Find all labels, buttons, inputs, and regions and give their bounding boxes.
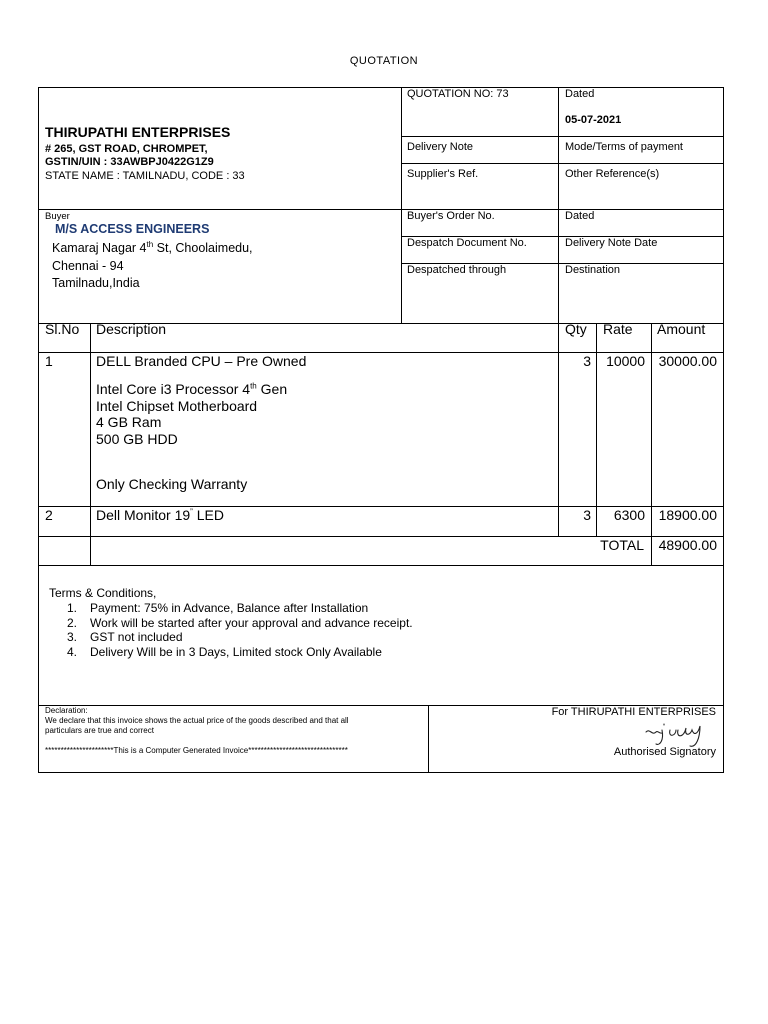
seller-name: THIRUPATHI ENTERPRISES xyxy=(45,124,231,140)
other-ref-label: Other Reference(s) xyxy=(565,168,660,180)
col-slno-divider xyxy=(90,323,91,566)
for-company: For THIRUPATHI ENTERPRISES xyxy=(551,706,716,718)
quotation-no: QUOTATION NO: 73 xyxy=(407,88,509,100)
item1-amount: 30000.00 xyxy=(658,353,717,369)
item1-title: DELL Branded CPU – Pre Owned xyxy=(96,353,307,369)
term-number-3: 3. xyxy=(67,630,78,644)
total-row-bottom xyxy=(38,565,724,566)
item2-amount: 18900.00 xyxy=(658,507,717,523)
despatched-through-label: Despatched through xyxy=(407,264,507,276)
destination-label: Destination xyxy=(565,264,621,276)
item2-rate: 6300 xyxy=(613,507,645,523)
item1-spec3: 4 GB Ram xyxy=(96,414,162,430)
footer-divider xyxy=(428,705,429,773)
border-right xyxy=(723,87,724,773)
dated-label: Dated xyxy=(565,88,595,100)
total-value: 48900.00 xyxy=(658,537,717,553)
signature-scribble xyxy=(640,714,722,750)
authorised-signatory: Authorised Signatory xyxy=(613,746,716,758)
header-slno: Sl.No xyxy=(45,321,80,337)
dated2-label: Dated xyxy=(565,210,595,222)
border-mid xyxy=(401,87,402,324)
border-meta-1 xyxy=(401,136,724,137)
suppliers-ref-label: Supplier's Ref. xyxy=(407,168,479,180)
item1-spec4: 500 GB HDD xyxy=(96,431,178,447)
term-item-1: Payment: 75% in Advance, Balance after Installation xyxy=(90,601,369,615)
term-item-4: Delivery Will be in 3 Days, Limited stock Only Available xyxy=(90,645,382,659)
delivery-note-date-label: Delivery Note Date xyxy=(565,237,658,249)
buyer-label: Buyer xyxy=(45,211,70,222)
dated-value: 05-07-2021 xyxy=(565,114,622,126)
item2-slno: 2 xyxy=(45,507,53,523)
term-item-2: Work will be started after your approval and advance receipt. xyxy=(90,616,413,630)
item2-qty: 3 xyxy=(583,507,591,523)
buyer-address-line3: Tamilnadu,India xyxy=(52,276,140,290)
declaration-label: Declaration: xyxy=(45,706,88,715)
term-number-1: 1. xyxy=(67,601,78,615)
term-number-2: 2. xyxy=(67,616,78,630)
item1-spec2: Intel Chipset Motherboard xyxy=(96,398,258,414)
border-left xyxy=(38,87,39,773)
buyers-order-label: Buyer's Order No. xyxy=(407,210,495,222)
term-number-4: 4. xyxy=(67,645,78,659)
header-amount: Amount xyxy=(657,321,706,337)
item1-spec1: Intel Core i3 Processor 4th Gen xyxy=(96,381,288,397)
header-qty: Qty xyxy=(565,321,587,337)
declaration-text-2: particulars are true and correct xyxy=(45,726,154,735)
document-title: QUOTATION xyxy=(349,55,419,67)
declaration-text-1: We declare that this invoice shows the actual price of the goods described and that all xyxy=(45,716,349,725)
buyer-address-line1: Kamaraj Nagar 4th St, Choolaimedu, xyxy=(52,239,253,255)
footer-bottom xyxy=(38,772,724,773)
seller-address: # 265, GST ROAD, CHROMPET, xyxy=(45,143,208,155)
delivery-note-label: Delivery Note xyxy=(407,141,474,153)
total-label: TOTAL xyxy=(600,537,644,553)
terms-heading: Terms & Conditions, xyxy=(49,586,157,600)
mode-terms-label: Mode/Terms of payment xyxy=(565,141,683,153)
buyer-name: M/S ACCESS ENGINEERS xyxy=(55,222,210,236)
computer-generated-note: **********************This is a Computer Generated Invoice******************************** xyxy=(45,746,348,755)
item1-qty: 3 xyxy=(583,353,591,369)
buyer-address-line2: Chennai - 94 xyxy=(52,259,124,273)
header-rate: Rate xyxy=(603,321,633,337)
seller-gstin: GSTIN/UIN : 33AWBPJ0422G1Z9 xyxy=(45,156,214,168)
border-meta-mid xyxy=(558,87,559,324)
despatch-doc-label: Despatch Document No. xyxy=(407,237,527,249)
item1-slno: 1 xyxy=(45,353,53,369)
item1-warranty: Only Checking Warranty xyxy=(96,476,248,492)
border-seller-bottom xyxy=(38,209,402,210)
header-description: Description xyxy=(96,321,167,337)
item2-title: Dell Monitor 19” LED xyxy=(96,507,224,523)
term-item-3: GST not included xyxy=(90,630,183,644)
border-top xyxy=(38,87,724,88)
item1-rate: 10000 xyxy=(606,353,645,369)
seller-state: STATE NAME : TAMILNADU, CODE : 33 xyxy=(45,170,245,182)
border-meta-2 xyxy=(401,163,724,164)
